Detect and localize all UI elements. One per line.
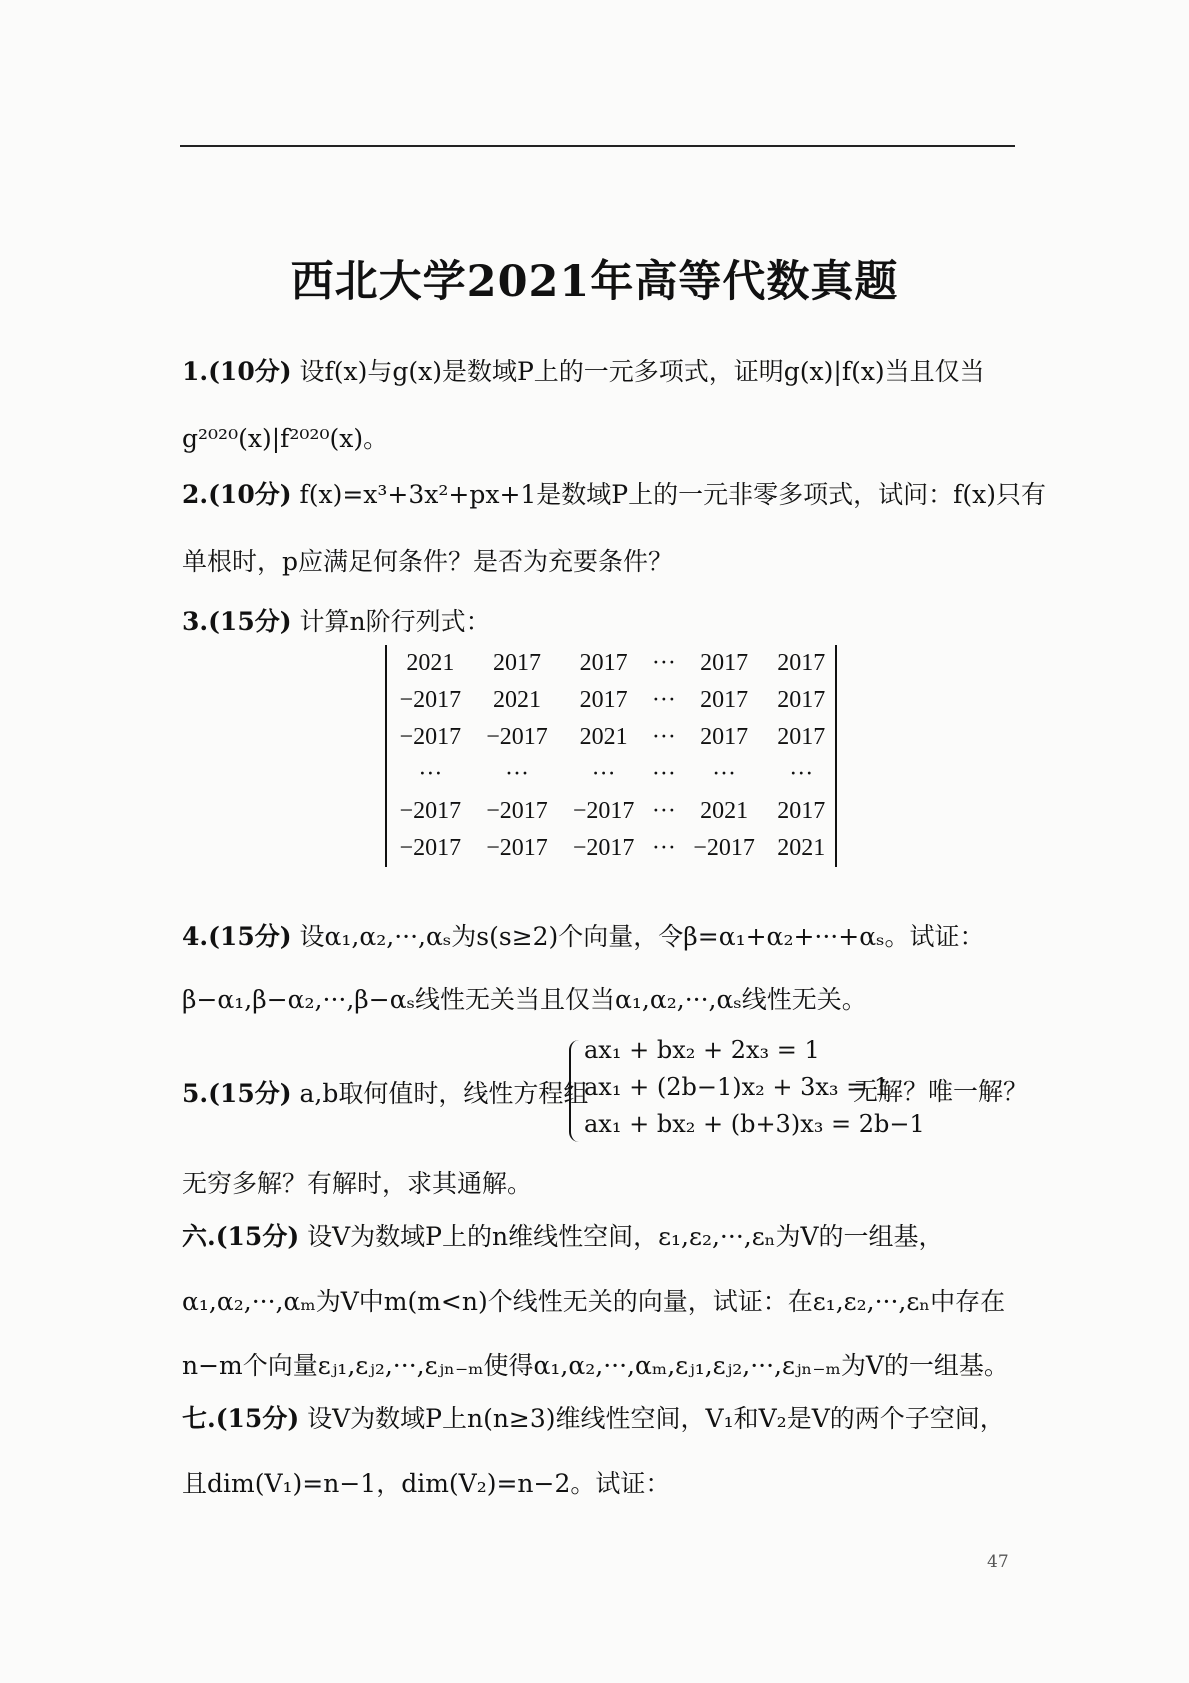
determinant-cell: ··· <box>418 761 443 787</box>
determinant-cell: 2021 <box>777 835 826 861</box>
determinant-cell: −2017 <box>486 835 548 861</box>
determinant-cell: 2017 <box>700 650 749 676</box>
determinant-cell: −2017 <box>693 835 755 861</box>
determinant-row <box>387 830 835 867</box>
q6-text: 设V为数域P上的n维线性空间，ε₁,ε₂,···,εₙ为V的一组基， <box>299 1222 944 1251</box>
determinant-cell: −2017 <box>486 798 548 824</box>
q1-number: 1.(10分) <box>182 357 292 386</box>
q5-line1 <box>182 1077 588 1111</box>
determinant-table <box>387 645 835 867</box>
q6-number: 六.(15分) <box>182 1222 300 1251</box>
q2-text: f(x)=x³+3x²+px+1是数域P上的一元非零多项式，试问：f(x)只有 <box>291 480 1046 509</box>
determinant-cell: ··· <box>651 761 676 787</box>
determinant-cell: 2021 <box>406 650 455 676</box>
system-eq1: ax₁ + bx₂ + 2x₃ = 1 <box>584 1036 820 1064</box>
determinant-cell: ··· <box>712 761 737 787</box>
q5-tail: 无解？唯一解？ <box>853 1077 1029 1106</box>
q4-line1 <box>182 920 985 954</box>
determinant-cell: ··· <box>651 724 676 750</box>
q2-line2: 单根时，p应满足何条件？是否为充要条件？ <box>182 547 674 576</box>
q5-text: a,b取何值时，线性方程组 <box>291 1079 589 1108</box>
q4-text: 设α₁,α₂,···,αₛ为s(s≥2)个向量，令β=α₁+α₂+···+αₛ。试证： <box>291 922 985 951</box>
q4-number: 4.(15分) <box>182 922 292 951</box>
determinant-cell: 2021 <box>700 798 749 824</box>
determinant-cell: −2017 <box>572 798 635 824</box>
determinant-cell: 2017 <box>579 687 628 713</box>
q5-line2: 无穷多解？有解时，求其通解。 <box>182 1169 533 1198</box>
q5-number: 5.(15分) <box>182 1079 292 1108</box>
determinant-cell: 2017 <box>700 724 749 750</box>
q3-line1 <box>182 605 491 639</box>
q1-line2: g²⁰²⁰(x)|f²⁰²⁰(x)。 <box>182 424 389 453</box>
q1-line1 <box>182 355 985 389</box>
determinant-cell: 2017 <box>777 650 826 676</box>
determinant-cell: ··· <box>651 798 676 824</box>
page-title: 西北大学2021年高等代数真题 <box>290 257 899 307</box>
determinant-cell: 2021 <box>492 687 541 713</box>
determinant-cell: −2017 <box>399 687 462 713</box>
determinant-row <box>387 793 835 830</box>
q4-line2: β−α₁,β−α₂,···,β−αₛ线性无关当且仅当α₁,α₂,···,αₛ线性无关。 <box>182 985 867 1014</box>
determinant-cell: ··· <box>591 761 616 787</box>
determinant-cell: 2017 <box>777 687 826 713</box>
determinant-cell: ··· <box>651 835 676 861</box>
determinant-cell: 2017 <box>492 650 541 676</box>
q3-text: 计算n阶行列式： <box>291 607 491 636</box>
determinant-row <box>387 756 835 793</box>
determinant-row <box>387 682 835 719</box>
determinant-cell: 2017 <box>700 687 749 713</box>
page-number: 47 <box>987 1552 1009 1572</box>
determinant-cell: 2017 <box>579 650 628 676</box>
determinant-cell: 2017 <box>777 798 826 824</box>
q7-number: 七.(15分) <box>182 1404 300 1433</box>
q7-line1 <box>182 1402 1005 1436</box>
determinant-cell: 2017 <box>777 724 826 750</box>
determinant-cell: ··· <box>504 761 529 787</box>
determinant <box>385 645 837 867</box>
q6-line1 <box>182 1220 944 1254</box>
determinant-cell: ··· <box>789 761 814 787</box>
q7-text: 设V为数域P上n(n≥3)维线性空间，V₁和V₂是V的两个子空间， <box>299 1404 1005 1433</box>
determinant-cell: −2017 <box>486 724 548 750</box>
determinant-cell: ··· <box>651 687 676 713</box>
system-eq2: ax₁ + (2b−1)x₂ + 3x₃ = 1 <box>584 1073 890 1101</box>
q3-number: 3.(15分) <box>182 607 292 636</box>
determinant-cell: −2017 <box>399 798 462 824</box>
determinant-cell: −2017 <box>399 724 462 750</box>
determinant-cell: 2021 <box>579 724 628 750</box>
q6-line2: α₁,α₂,···,αₘ为V中m(m<n)个线性无关的向量，试证：在ε₁,ε₂,···,εₙ中存在 <box>182 1287 1006 1316</box>
q2-number: 2.(10分) <box>182 480 292 509</box>
q7-line2: 且dim(V₁)=n−1，dim(V₂)=n−2。试证： <box>182 1469 671 1498</box>
q1-text: 设f(x)与g(x)是数域P上的一元多项式，证明g(x)|f(x)当且仅当 <box>291 357 985 386</box>
determinant-row <box>387 645 835 682</box>
system-brace <box>569 1040 581 1142</box>
system-eq3: ax₁ + bx₂ + (b+3)x₃ = 2b−1 <box>584 1110 925 1138</box>
q6-line3: n−m个向量εⱼ₁,εⱼ₂,···,εⱼₙ₋ₘ使得α₁,α₂,···,αₘ,εⱼ₁,εⱼ₂,···,εⱼₙ₋ₘ为V的一组基。 <box>182 1351 1009 1380</box>
determinant-cell: −2017 <box>572 835 635 861</box>
header-rule <box>180 145 1015 147</box>
determinant-cell: ··· <box>651 650 676 676</box>
determinant-cell: −2017 <box>399 835 462 861</box>
determinant-row <box>387 719 835 756</box>
q2-line1 <box>182 478 1046 512</box>
